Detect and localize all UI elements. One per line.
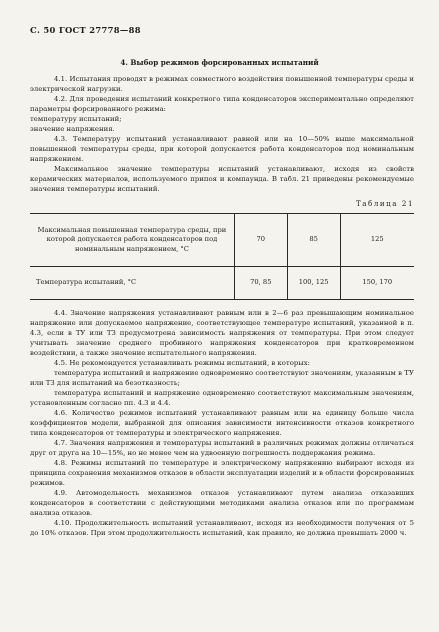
document-body <box>30 74 414 538</box>
list-item: температура испытаний и напряжение одновременно соответствуют максимальным значениям, установленным согласно пп. 4.3 и 4.4. <box>30 389 414 407</box>
table-row <box>30 267 414 300</box>
paragraph: 4.8. Режимы испытаний по температуре и электрическому напряжению выбирают исходя из принципа сохранения механизмов отказов в области эксплуатации изделий и в области форсированных режимов. <box>30 459 414 487</box>
paragraph: 4.7. Значения напряжения и температуры испытаний в различных режимах должны отличаться друг от друга на 10—15%, но не менее чем на удвоенную погрешность поддержания режима. <box>30 439 414 457</box>
table-cell-value: 85 <box>287 214 340 267</box>
table-row <box>30 214 414 267</box>
list-item: температуру испытаний; <box>30 115 122 123</box>
table-cell-label: Температура испытаний, °С <box>30 267 234 300</box>
paragraph: 4.9. Автомодельность механизмов отказов устанавливают путем анализа отказавших конденсаторов в соответствии с действующими методиками анализа отказов или по программам анализа отказов. <box>30 489 414 517</box>
table-cell-label: Максимальная повышенная температура среды, при которой допускается работа конденсаторов под номинальным напряжением, °С <box>30 214 234 267</box>
paragraphs-after-table <box>30 308 414 538</box>
paragraph: Максимальное значение температуры испытаний устанавливают, исходя из свойств керамических материалов, используемого припоя и компаунда. В табл. 21 приведены рекомендуемые значения температуры испытаний. <box>30 165 414 193</box>
table-cell-value: 150, 170 <box>340 267 414 300</box>
table-cell-value: 70, 85 <box>234 267 287 300</box>
page-header: С. 50 ГОСТ 27778—88 <box>30 25 141 35</box>
paragraph: 4.6. Количество режимов испытаний устанавливают равным или на единицу больше числа коэффициентов модели, выбранной для описания зависимости интенсивности отказов конкретного типа конденсаторов от температуры и электрического напряжения. <box>30 409 414 437</box>
list-item: значение напряжения. <box>30 125 115 133</box>
table-cell-value: 70 <box>234 214 287 267</box>
section-title: 4. Выбор режимов форсированных испытаний <box>120 58 319 67</box>
paragraph: 4.3. Температуру испытаний устанавливают равной или на 10—50% выше максимальной повышенной температуры среды, при которой допускается работа конденсаторов под номинальным напряжением. <box>30 135 414 163</box>
data-table <box>30 213 414 300</box>
paragraph: 4.2. Для проведения испытаний конкретного типа конденсаторов экспериментально определяют параметры форсированного режима: <box>30 95 414 113</box>
list-item: температура испытаний и напряжение одновременно соответствуют значениям, указанным в ТУ или ТЗ для испытаний на безотказность; <box>30 369 414 387</box>
table-cell-value: 100, 125 <box>287 267 340 300</box>
paragraph: 4.10. Продолжительность испытаний устанавливают, исходя из необходимости получения от 5 до 10% отказов. При этом продолжительность испытаний, как правило, не должна превышать 2000 ч. <box>30 519 414 537</box>
paragraph: 4.4. Значение напряжения устанавливают равным или в 2—6 раз превышающим номинальное напряжение или допускаемое напряжение, соответствующее температуре испытаний, указанной в п. 4.3, если в ТУ или ТЗ предусмотрена зависимость напряжения от температуры. При этом следует учитывать значение среднего пробивного напряжения конденсаторов при кратковременном воздействии, а также значение испытательного напряжения. <box>30 309 414 357</box>
paragraph: 4.1. Испытания проводят в режимах совместного воздействия повышенной температуры среды и электрической нагрузки. <box>30 75 414 93</box>
table-caption: Таблица 21 <box>356 200 414 208</box>
table-cell-value: 125 <box>340 214 414 267</box>
paragraph: 4.5. Не рекомендуется устанавливать режимы испытаний, в которых: <box>54 359 310 367</box>
